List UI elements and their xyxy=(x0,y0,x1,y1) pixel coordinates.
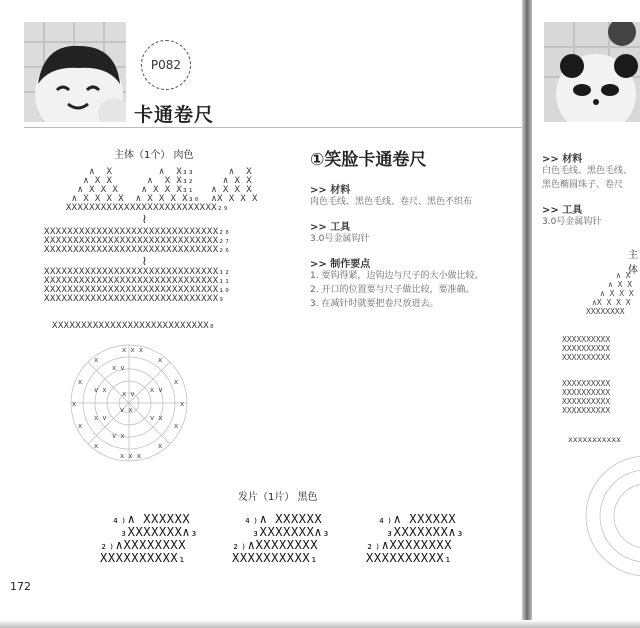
svg-text:xxxxxxxxxxx: xxxxxxxxxxx xyxy=(568,435,621,444)
svg-text:∧ X X X: ∧ X X X xyxy=(600,289,634,298)
svg-text:x: x xyxy=(180,400,185,408)
materials-heading: >> 材料 xyxy=(310,185,351,196)
svg-text:x: x xyxy=(94,442,99,450)
right-materials-text: 白色毛线、黑色毛线、 xyxy=(542,166,633,176)
smiley-tape-measure-photo xyxy=(24,22,126,122)
chart-row: XXXXXXXXXXXXXXXXXXXXXXXXXXXXXX₂₈ xyxy=(44,227,231,237)
pattern-code-badge xyxy=(141,40,191,90)
chart-row: ∧ X X ∧ X X₃₂ ∧ X X xyxy=(60,176,253,186)
step-item: 3. 在减针时就要把卷尺放进去。 xyxy=(310,299,439,309)
chart-row: XXXXXXXXXXXXXXXXXXXXXXXXXXXXXX₁₂ xyxy=(44,267,231,277)
step-item: 1. 要钩得紧，边钩边与尺子的大小做比较。 xyxy=(310,271,484,281)
svg-text:v x: v x xyxy=(94,386,107,394)
svg-text:x v: x v xyxy=(150,386,163,394)
svg-text:XXXXXXXXXX: XXXXXXXXXX xyxy=(562,406,611,415)
svg-text:XXXXXXXXXX: XXXXXXXXXX xyxy=(562,344,611,353)
hair-row: ₂₎∧XXXXXXXX xyxy=(366,538,453,552)
page-title: 卡通卷尺 xyxy=(134,104,215,126)
svg-text:x: x xyxy=(174,422,179,430)
svg-text:XXXXXXXX: XXXXXXXX xyxy=(586,307,625,316)
chart-row: ∧ X X X ∧ X X X₃₁ ∧ X X X xyxy=(60,185,253,195)
svg-text:∧ X X: ∧ X X xyxy=(608,280,633,289)
chart-row: ∧ X ∧ X₃₃ ∧ X xyxy=(60,167,253,177)
chart-row: XXXXXXXXXXXXXXXXXXXXXXXXXXXXXX₁₁ xyxy=(44,276,231,286)
hair-row: ₃XXXXXXX∧₃ xyxy=(378,525,465,539)
svg-text:XXXXXXXXXX: XXXXXXXXXX xyxy=(562,335,611,344)
chart-row: XXXXXXXXXXXXXXXXXXXXXXXXXXXXXX₉ xyxy=(44,294,225,304)
svg-text:∧X X X X: ∧X X X X xyxy=(592,298,631,307)
hair-row: XXXXXXXXXX₁ xyxy=(232,551,319,565)
svg-text:v x: v x xyxy=(112,432,125,440)
continuation-mark: ≀ xyxy=(142,212,147,227)
page-number: 172 xyxy=(10,580,31,593)
section-title: ①笑脸卡通卷尺 xyxy=(310,150,427,170)
materials-text: 肉色毛线、黑色毛线、卷尺、黑色不织布 xyxy=(310,197,473,207)
svg-text:x: x xyxy=(174,378,179,386)
svg-text:∧ X: ∧ X xyxy=(616,271,631,280)
hair-row: ₄₎∧ XXXXXX xyxy=(244,512,323,526)
chart-row: XXXXXXXXXXXXXXXXXXXXXXXXXX₂₉ xyxy=(60,203,229,213)
step-item: 2. 开口的位置要与尺子做比较，要准确。 xyxy=(310,285,475,295)
right-tools-text: 3.0号金属钩针 xyxy=(542,217,602,227)
svg-text:XXXXXXXXXX: XXXXXXXXXX xyxy=(562,379,611,388)
header-divider xyxy=(24,127,522,128)
svg-text:x: x xyxy=(158,442,163,450)
right-page xyxy=(532,0,640,628)
svg-text:x: x xyxy=(78,378,83,386)
hair-row: ₃XXXXXXX∧₃ xyxy=(112,525,199,539)
svg-text:x: x xyxy=(158,356,163,364)
chart-row: XXXXXXXXXXXXXXXXXXXXXXXXXXX₈ xyxy=(52,321,215,331)
chart-row: XXXXXXXXXXXXXXXXXXXXXXXXXXXXXX₁₀ xyxy=(44,285,231,295)
svg-text:x: x xyxy=(78,422,83,430)
hair-row: ₂₎∧XXXXXXXX xyxy=(232,538,319,552)
svg-text:XXXXXXXXXX: XXXXXXXXXX xyxy=(562,397,611,406)
hair-row: ₃XXXXXXX∧₃ xyxy=(244,525,331,539)
book-gutter xyxy=(522,0,532,628)
right-materials-text: 黑色椭圆珠子、卷尺 xyxy=(542,180,624,190)
tools-text: 3.0号金属钩针 xyxy=(310,234,370,244)
right-tools-heading: >> 工具 xyxy=(542,205,583,216)
hair-row: ₂₎∧XXXXXXXX xyxy=(100,538,187,552)
chart-row: XXXXXXXXXXXXXXXXXXXXXXXXXXXXXX₂₆ xyxy=(44,245,231,255)
hair-row: ₄₎∧ XXXXXX xyxy=(378,512,457,526)
pattern-code: P082 xyxy=(150,58,182,72)
svg-text:x v: x v xyxy=(112,364,125,372)
svg-text:x: x xyxy=(94,356,99,364)
steps-heading: >> 制作要点 xyxy=(310,259,371,270)
svg-text:XXXXXXXXXX: XXXXXXXXXX xyxy=(562,353,611,362)
panda-tape-measure-photo xyxy=(544,22,640,122)
svg-text:v x: v x xyxy=(150,414,163,422)
hair-chart-label: 发片（1片） 黑色 xyxy=(238,492,318,503)
page-bottom-edge xyxy=(0,620,640,628)
svg-text:XXXXXXXXXX: XXXXXXXXXX xyxy=(562,388,611,397)
right-chart-label: 主体 xyxy=(628,250,638,276)
main-chart-label: 主体（1个） 肉色 xyxy=(114,150,194,161)
circular-base-diagram xyxy=(64,340,194,465)
svg-text:x: x xyxy=(72,400,77,408)
tools-heading: >> 工具 xyxy=(310,222,351,233)
svg-text:v x: v x xyxy=(120,406,133,414)
svg-text:x x x: x x x xyxy=(122,346,144,354)
chart-row: XXXXXXXXXXXXXXXXXXXXXXXXXXXXXX₂₇ xyxy=(44,236,231,246)
chart-row: ∧ X X X X ∧ X X X X₃₀ ∧X X X X xyxy=(60,194,258,204)
hair-row: XXXXXXXXXX₁ xyxy=(100,551,187,565)
svg-text:x x x: x x x xyxy=(120,452,142,460)
svg-text:x v: x v xyxy=(94,414,107,422)
hair-row: XXXXXXXXXX₁ xyxy=(366,551,453,565)
continuation-mark: ≀ xyxy=(142,254,147,269)
right-materials-heading: >> 材料 xyxy=(542,154,583,165)
right-crochet-chart xyxy=(546,266,640,586)
hair-row: ₄₎∧ XXXXXX xyxy=(112,512,191,526)
svg-text:x v: x v xyxy=(122,390,135,398)
